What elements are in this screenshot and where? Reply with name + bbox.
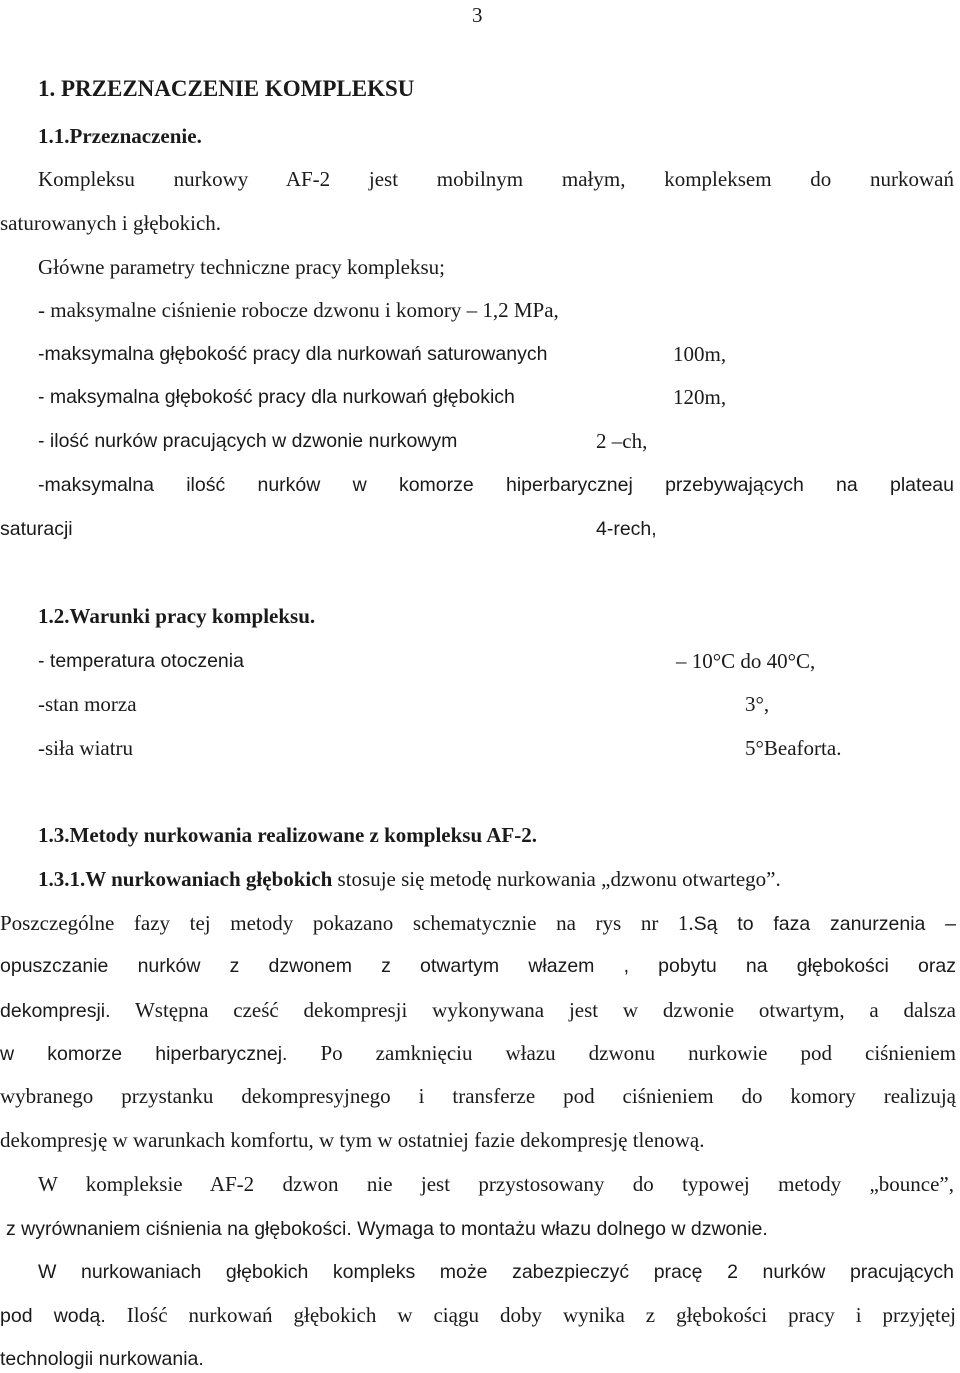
body-line: technologii nurkowania. xyxy=(0,1348,204,1370)
condition-label: - temperatura otoczenia xyxy=(38,650,244,672)
body-line: W kompleksie AF-2 dzwon nie jest przystosowany do typowej metody „bounce”, xyxy=(38,1172,954,1196)
body-line xyxy=(0,1302,956,1329)
condition-label: -stan morza xyxy=(38,692,137,716)
subsection-heading: 1.3.Metody nurkowania realizowane z kompleksu AF-2. xyxy=(38,823,537,847)
param-label: saturacji xyxy=(0,518,73,540)
body-line: W nurkowaniach głębokich kompleks może zabezpieczyć pracę 2 nurków pracujących xyxy=(38,1261,954,1283)
body-text: Są to faza zanurzenia – xyxy=(693,913,956,935)
body-line: wybranego przystanku dekompresyjnego i transferze pod ciśnieniem do komory realizują xyxy=(0,1084,956,1108)
intro-text-line: saturowanych i głębokich. xyxy=(0,211,222,235)
param-value: 100m, xyxy=(673,342,727,366)
body-text: Poszczególne fazy tej metody pokazano schematycznie na rys nr 1. xyxy=(0,911,694,935)
body-text: Wstępna cześć dekompresji wykonywana jest w dzwonie otwartym, a dalsza xyxy=(110,998,956,1022)
param-label: - maksymalna głębokość pracy dla nurkowań głębokich xyxy=(38,386,515,408)
section-heading: 1. PRZEZNACZENIE KOMPLEKSU xyxy=(38,76,415,101)
body-text: Po zamknięciu włazu dzwonu nurkowie pod ciśnieniem xyxy=(287,1041,956,1065)
body-line xyxy=(0,997,956,1024)
body-line xyxy=(6,1215,768,1242)
body-text: z wyrównaniem ciśnienia na głębokości. xyxy=(6,1218,352,1240)
param-value: 2 –ch, xyxy=(596,429,648,453)
condition-value: – 10°C do 40°C, xyxy=(676,649,816,673)
body-line: dekompresję w warunkach komfortu, w tym w ostatniej fazie dekompresję tlenową. xyxy=(0,1128,705,1152)
param-label: - ilość nurków pracujących w dzwonie nurkowym xyxy=(38,430,458,452)
body-text: dekompresji. xyxy=(0,1000,111,1022)
intro-text-line: Kompleksu nurkowy AF-2 jest mobilnym małym, kompleksem do nurkowań xyxy=(38,167,954,191)
body-text: pod wodą. xyxy=(0,1305,106,1327)
body-line xyxy=(0,1040,956,1067)
method-text: stosuje się metodę nurkowania „dzwonu otwartego”. xyxy=(332,867,781,891)
param-label: -maksymalna głębokość pracy dla nurkowań saturowanych xyxy=(38,343,548,365)
method-title: 1.3.1.W nurkowaniach głębokich xyxy=(38,867,333,891)
param-value: 120m, xyxy=(673,385,727,409)
param-label: -maksymalna ilość nurków w komorze hiperbarycznej przebywających na plateau xyxy=(38,474,954,496)
param-value: 4-rech, xyxy=(596,518,657,540)
body-text: w komorze hiperbarycznej. xyxy=(0,1043,288,1065)
page-number: 3 xyxy=(472,3,483,27)
condition-label: -siła wiatru xyxy=(38,736,134,760)
body-line xyxy=(0,910,956,937)
subsection-heading: 1.2.Warunki pracy kompleksu. xyxy=(38,604,316,628)
body-line xyxy=(38,866,781,892)
condition-value: 3°, xyxy=(745,692,770,716)
body-line: opuszczanie nurków z dzwonem z otwartym włazem , pobytu na głębokości oraz xyxy=(0,955,956,977)
body-text: Ilość nurkowań głębokich w ciągu doby wynika z głębokości pracy i przyjętej xyxy=(105,1303,956,1327)
subsection-heading: 1.1.Przeznaczenie. xyxy=(38,124,202,148)
params-title: Główne parametry techniczne pracy kompleksu; xyxy=(38,255,446,279)
body-text: Wymaga to montażu włazu dolnego w dzwonie. xyxy=(351,1218,768,1240)
condition-value: 5°Beaforta. xyxy=(745,736,842,760)
param-line: - maksymalne ciśnienie robocze dzwonu i komory – 1,2 MPa, xyxy=(38,298,559,322)
